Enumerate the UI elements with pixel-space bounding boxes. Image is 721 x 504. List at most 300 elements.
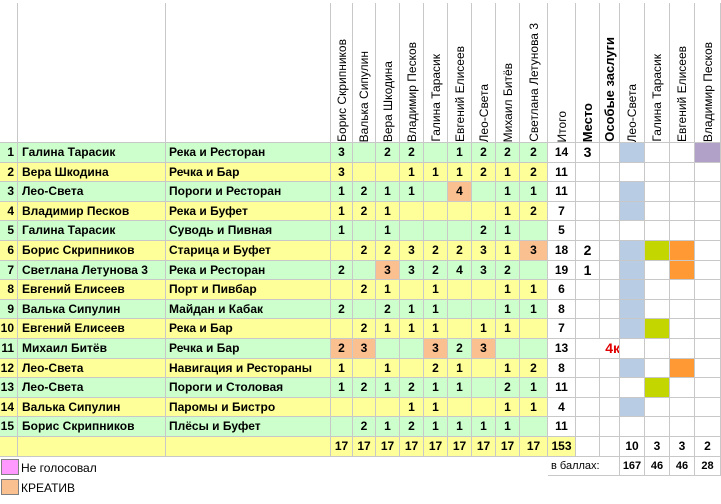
vote-cell[interactable]: 1 bbox=[376, 280, 400, 300]
route-name[interactable]: Плёсы и Буфет bbox=[166, 417, 331, 437]
vote-cell[interactable] bbox=[448, 398, 472, 418]
vote-cell[interactable] bbox=[520, 339, 548, 359]
vote-cell[interactable] bbox=[353, 398, 376, 418]
row-number[interactable]: 15 bbox=[0, 417, 18, 437]
vote-cell[interactable] bbox=[400, 280, 424, 300]
vote-cell[interactable]: 1 bbox=[376, 319, 400, 339]
vote-cell[interactable]: 1 bbox=[496, 202, 520, 222]
team-name[interactable]: Борис Скрипников bbox=[18, 417, 166, 437]
vote-cell[interactable] bbox=[448, 202, 472, 222]
totals-place[interactable] bbox=[576, 437, 600, 457]
special-mark-cell[interactable] bbox=[695, 143, 721, 163]
voter-header[interactable] bbox=[376, 3, 400, 143]
special-col-header[interactable] bbox=[645, 3, 670, 143]
special-mark-cell[interactable] bbox=[670, 417, 695, 437]
special-cell[interactable] bbox=[600, 221, 620, 241]
header-name-cell[interactable] bbox=[18, 3, 166, 143]
special-col-header[interactable] bbox=[695, 3, 721, 143]
place-cell[interactable] bbox=[576, 280, 600, 300]
vote-cell[interactable]: 3 bbox=[400, 241, 424, 261]
vote-cell[interactable] bbox=[448, 221, 472, 241]
special-cell[interactable] bbox=[600, 319, 620, 339]
voter-header[interactable] bbox=[400, 3, 424, 143]
vote-cell[interactable]: 1 bbox=[448, 163, 472, 183]
voter-header[interactable] bbox=[424, 3, 448, 143]
special-mark-cell[interactable] bbox=[620, 378, 645, 398]
voter-total-cell[interactable]: 17 bbox=[496, 437, 520, 457]
voter-header[interactable] bbox=[472, 3, 496, 143]
vote-cell[interactable]: 2 bbox=[496, 261, 520, 281]
special-mark-cell[interactable] bbox=[695, 359, 721, 379]
route-name[interactable]: Майдан и Кабак bbox=[166, 300, 331, 320]
score-cell[interactable]: 28 bbox=[695, 457, 721, 477]
special-mark-cell[interactable] bbox=[620, 143, 645, 163]
special-mark-cell[interactable] bbox=[670, 261, 695, 281]
total-cell[interactable]: 7 bbox=[548, 319, 576, 339]
voter-total-cell[interactable]: 17 bbox=[353, 437, 376, 457]
vote-cell[interactable]: 2 bbox=[376, 143, 400, 163]
place-cell[interactable] bbox=[576, 300, 600, 320]
special-mark-cell[interactable] bbox=[620, 182, 645, 202]
team-name[interactable]: Михаил Битёв bbox=[18, 339, 166, 359]
vote-cell[interactable]: 2 bbox=[353, 241, 376, 261]
total-cell[interactable]: 7 bbox=[548, 202, 576, 222]
voter-total-cell[interactable]: 17 bbox=[424, 437, 448, 457]
special-mark-cell[interactable] bbox=[645, 359, 670, 379]
vote-cell[interactable]: 1 bbox=[448, 378, 472, 398]
special-mark-cell[interactable] bbox=[645, 378, 670, 398]
place-cell[interactable] bbox=[576, 378, 600, 398]
place-cell[interactable]: 2 bbox=[576, 241, 600, 261]
totals-corner[interactable] bbox=[0, 437, 18, 457]
special-header[interactable] bbox=[600, 3, 620, 143]
special-mark-cell[interactable] bbox=[695, 378, 721, 398]
vote-cell[interactable]: 1 bbox=[496, 182, 520, 202]
special-mark-cell[interactable] bbox=[670, 202, 695, 222]
route-name[interactable]: Река и Бар bbox=[166, 319, 331, 339]
row-number[interactable]: 11 bbox=[0, 339, 18, 359]
total-cell[interactable]: 8 bbox=[548, 300, 576, 320]
voter-total-cell[interactable]: 17 bbox=[331, 437, 353, 457]
vote-cell[interactable]: 1 bbox=[496, 163, 520, 183]
row-number[interactable]: 10 bbox=[0, 319, 18, 339]
vote-cell[interactable]: 1 bbox=[424, 378, 448, 398]
vote-cell[interactable]: 1 bbox=[376, 378, 400, 398]
vote-cell[interactable]: 1 bbox=[496, 241, 520, 261]
vote-cell[interactable] bbox=[520, 319, 548, 339]
vote-cell[interactable]: 1 bbox=[331, 202, 353, 222]
row-number[interactable]: 8 bbox=[0, 280, 18, 300]
total-cell[interactable]: 19 bbox=[548, 261, 576, 281]
special-mark-cell[interactable] bbox=[645, 202, 670, 222]
vote-cell[interactable] bbox=[448, 319, 472, 339]
vote-cell[interactable] bbox=[448, 300, 472, 320]
vote-cell[interactable]: 2 bbox=[448, 339, 472, 359]
vote-cell[interactable]: 1 bbox=[472, 417, 496, 437]
vote-cell[interactable]: 1 bbox=[496, 280, 520, 300]
special-mark-cell[interactable] bbox=[645, 319, 670, 339]
vote-cell[interactable]: 2 bbox=[331, 300, 353, 320]
special-mark-cell[interactable] bbox=[670, 319, 695, 339]
total-cell[interactable]: 11 bbox=[548, 182, 576, 202]
voter-header[interactable] bbox=[520, 3, 548, 143]
special-mark-cell[interactable] bbox=[670, 182, 695, 202]
vote-cell[interactable]: 2 bbox=[472, 221, 496, 241]
vote-cell[interactable] bbox=[353, 261, 376, 281]
vote-cell[interactable]: 3 bbox=[376, 261, 400, 281]
route-name[interactable]: Река и Ресторан bbox=[166, 143, 331, 163]
vote-cell[interactable]: 1 bbox=[496, 300, 520, 320]
special-mark-cell[interactable] bbox=[695, 261, 721, 281]
special-cell[interactable] bbox=[600, 280, 620, 300]
vote-cell[interactable]: 3 bbox=[331, 143, 353, 163]
special-mark-cell[interactable] bbox=[620, 280, 645, 300]
vote-cell[interactable]: 1 bbox=[496, 221, 520, 241]
special-cell[interactable] bbox=[600, 241, 620, 261]
special-cell[interactable] bbox=[600, 359, 620, 379]
total-cell[interactable]: 18 bbox=[548, 241, 576, 261]
special-mark-cell[interactable] bbox=[620, 221, 645, 241]
vote-cell[interactable] bbox=[472, 378, 496, 398]
special-mark-cell[interactable] bbox=[620, 359, 645, 379]
vote-cell[interactable]: 2 bbox=[496, 378, 520, 398]
voter-header[interactable] bbox=[331, 3, 353, 143]
vote-cell[interactable]: 1 bbox=[448, 143, 472, 163]
special-mark-cell[interactable] bbox=[620, 300, 645, 320]
vote-cell[interactable]: 2 bbox=[520, 202, 548, 222]
place-cell[interactable] bbox=[576, 163, 600, 183]
vote-cell[interactable] bbox=[353, 143, 376, 163]
special-mark-cell[interactable] bbox=[695, 280, 721, 300]
row-number[interactable]: 14 bbox=[0, 398, 18, 418]
special-mark-cell[interactable] bbox=[620, 163, 645, 183]
place-cell[interactable] bbox=[576, 221, 600, 241]
place-cell[interactable] bbox=[576, 202, 600, 222]
vote-cell[interactable]: 1 bbox=[424, 300, 448, 320]
special-mark-cell[interactable] bbox=[620, 202, 645, 222]
special-mark-cell[interactable] bbox=[695, 163, 721, 183]
row-number[interactable]: 7 bbox=[0, 261, 18, 281]
vote-cell[interactable] bbox=[353, 163, 376, 183]
team-name[interactable]: Вера Шкодина bbox=[18, 163, 166, 183]
special-mark-cell[interactable] bbox=[695, 339, 721, 359]
team-name[interactable]: Светлана Летунова 3 bbox=[18, 261, 166, 281]
special-mark-cell[interactable] bbox=[695, 300, 721, 320]
special-cell[interactable] bbox=[600, 261, 620, 281]
grand-total-cell[interactable]: 153 bbox=[548, 437, 576, 457]
special-total-cell[interactable]: 10 bbox=[620, 437, 645, 457]
vote-cell[interactable] bbox=[331, 398, 353, 418]
vote-cell[interactable] bbox=[376, 398, 400, 418]
vote-cell[interactable] bbox=[331, 417, 353, 437]
vote-cell[interactable] bbox=[400, 339, 424, 359]
special-mark-cell[interactable] bbox=[695, 319, 721, 339]
vote-cell[interactable]: 2 bbox=[472, 163, 496, 183]
voter-total-cell[interactable]: 17 bbox=[448, 437, 472, 457]
vote-cell[interactable]: 2 bbox=[424, 261, 448, 281]
voter-total-cell[interactable]: 17 bbox=[400, 437, 424, 457]
route-name[interactable]: Паромы и Бистро bbox=[166, 398, 331, 418]
vote-cell[interactable] bbox=[424, 143, 448, 163]
special-mark-cell[interactable] bbox=[645, 398, 670, 418]
vote-cell[interactable]: 2 bbox=[400, 417, 424, 437]
vote-cell[interactable]: 1 bbox=[424, 163, 448, 183]
row-number[interactable]: 1 bbox=[0, 143, 18, 163]
special-mark-cell[interactable] bbox=[670, 280, 695, 300]
special-cell[interactable] bbox=[600, 398, 620, 418]
voter-header[interactable] bbox=[353, 3, 376, 143]
vote-cell[interactable]: 1 bbox=[448, 417, 472, 437]
special-mark-cell[interactable] bbox=[670, 163, 695, 183]
place-cell[interactable]: 4к bbox=[576, 339, 620, 359]
vote-cell[interactable]: 2 bbox=[400, 378, 424, 398]
special-mark-cell[interactable] bbox=[645, 221, 670, 241]
vote-cell[interactable] bbox=[376, 339, 400, 359]
special-cell[interactable] bbox=[600, 417, 620, 437]
special-mark-cell[interactable] bbox=[695, 417, 721, 437]
score-label[interactable]: в баллах: bbox=[548, 457, 620, 477]
vote-cell[interactable]: 1 bbox=[520, 398, 548, 418]
vote-cell[interactable]: 3 bbox=[472, 339, 496, 359]
place-cell[interactable] bbox=[576, 417, 600, 437]
vote-cell[interactable]: 2 bbox=[353, 280, 376, 300]
vote-cell[interactable]: 2 bbox=[496, 143, 520, 163]
vote-cell[interactable]: 3 bbox=[472, 241, 496, 261]
vote-cell[interactable] bbox=[331, 319, 353, 339]
vote-cell[interactable]: 3 bbox=[400, 261, 424, 281]
vote-cell[interactable]: 1 bbox=[448, 359, 472, 379]
special-mark-cell[interactable] bbox=[645, 280, 670, 300]
row-number[interactable]: 5 bbox=[0, 221, 18, 241]
score-cell[interactable]: 167 bbox=[620, 457, 645, 477]
vote-cell[interactable]: 2 bbox=[353, 378, 376, 398]
vote-cell[interactable] bbox=[448, 280, 472, 300]
route-name[interactable]: Речка и Бар bbox=[166, 163, 331, 183]
vote-cell[interactable]: 1 bbox=[400, 319, 424, 339]
vote-cell[interactable] bbox=[400, 202, 424, 222]
vote-cell[interactable] bbox=[376, 163, 400, 183]
vote-cell[interactable]: 1 bbox=[400, 163, 424, 183]
vote-cell[interactable]: 3 bbox=[424, 339, 448, 359]
special-mark-cell[interactable] bbox=[620, 398, 645, 418]
row-number[interactable]: 6 bbox=[0, 241, 18, 261]
route-name[interactable]: Старица и Буфет bbox=[166, 241, 331, 261]
totals-name[interactable] bbox=[18, 437, 166, 457]
vote-cell[interactable]: 1 bbox=[496, 417, 520, 437]
vote-cell[interactable]: 1 bbox=[376, 417, 400, 437]
special-total-cell[interactable]: 3 bbox=[645, 437, 670, 457]
vote-cell[interactable]: 1 bbox=[520, 280, 548, 300]
vote-cell[interactable]: 1 bbox=[400, 300, 424, 320]
special-mark-cell[interactable] bbox=[620, 417, 645, 437]
special-mark-cell[interactable] bbox=[695, 241, 721, 261]
vote-cell[interactable] bbox=[520, 261, 548, 281]
vote-cell[interactable]: 2 bbox=[331, 261, 353, 281]
special-mark-cell[interactable] bbox=[670, 378, 695, 398]
vote-cell[interactable] bbox=[472, 359, 496, 379]
place-cell[interactable] bbox=[576, 182, 600, 202]
special-mark-cell[interactable] bbox=[645, 241, 670, 261]
vote-cell[interactable]: 1 bbox=[472, 319, 496, 339]
route-name[interactable]: Суводь и Пивная bbox=[166, 221, 331, 241]
vote-cell[interactable]: 2 bbox=[520, 163, 548, 183]
total-cell[interactable]: 8 bbox=[548, 359, 576, 379]
vote-cell[interactable]: 1 bbox=[496, 359, 520, 379]
team-name[interactable]: Лео-Света bbox=[18, 378, 166, 398]
vote-cell[interactable] bbox=[353, 221, 376, 241]
vote-cell[interactable] bbox=[424, 182, 448, 202]
route-name[interactable]: Пороги и Ресторан bbox=[166, 182, 331, 202]
place-cell[interactable] bbox=[576, 319, 600, 339]
special-mark-cell[interactable] bbox=[670, 241, 695, 261]
total-cell[interactable]: 4 bbox=[548, 398, 576, 418]
vote-cell[interactable] bbox=[424, 202, 448, 222]
row-number[interactable]: 13 bbox=[0, 378, 18, 398]
vote-cell[interactable]: 2 bbox=[400, 143, 424, 163]
route-name[interactable]: Река и Ресторан bbox=[166, 261, 331, 281]
vote-cell[interactable]: 1 bbox=[400, 182, 424, 202]
row-number[interactable]: 2 bbox=[0, 163, 18, 183]
vote-cell[interactable]: 1 bbox=[424, 398, 448, 418]
vote-cell[interactable] bbox=[496, 339, 520, 359]
place-cell[interactable]: 1 bbox=[576, 261, 600, 281]
vote-cell[interactable]: 1 bbox=[376, 202, 400, 222]
vote-cell[interactable]: 1 bbox=[331, 359, 353, 379]
row-number[interactable]: 12 bbox=[0, 359, 18, 379]
vote-cell[interactable]: 2 bbox=[472, 143, 496, 163]
team-name[interactable]: Евгений Елисеев bbox=[18, 319, 166, 339]
vote-cell[interactable]: 1 bbox=[331, 378, 353, 398]
special-mark-cell[interactable] bbox=[670, 143, 695, 163]
team-name[interactable]: Валька Сипулин bbox=[18, 398, 166, 418]
route-name[interactable]: Река и Буфет bbox=[166, 202, 331, 222]
vote-cell[interactable]: 2 bbox=[353, 182, 376, 202]
special-cell[interactable] bbox=[600, 378, 620, 398]
vote-cell[interactable] bbox=[400, 221, 424, 241]
vote-cell[interactable]: 2 bbox=[353, 319, 376, 339]
special-cell[interactable] bbox=[600, 163, 620, 183]
team-name[interactable]: Лео-Света bbox=[18, 182, 166, 202]
vote-cell[interactable]: 3 bbox=[353, 339, 376, 359]
team-name[interactable]: Валька Сипулин bbox=[18, 300, 166, 320]
special-cell[interactable] bbox=[600, 300, 620, 320]
vote-cell[interactable]: 1 bbox=[331, 221, 353, 241]
vote-cell[interactable]: 1 bbox=[496, 319, 520, 339]
route-name[interactable]: Порт и Пивбар bbox=[166, 280, 331, 300]
special-cell[interactable] bbox=[600, 182, 620, 202]
team-name[interactable]: Борис Скрипников bbox=[18, 241, 166, 261]
row-number[interactable]: 4 bbox=[0, 202, 18, 222]
vote-cell[interactable] bbox=[353, 359, 376, 379]
special-mark-cell[interactable] bbox=[645, 182, 670, 202]
team-name[interactable]: Евгений Елисеев bbox=[18, 280, 166, 300]
vote-cell[interactable]: 1 bbox=[400, 398, 424, 418]
vote-cell[interactable] bbox=[331, 280, 353, 300]
vote-cell[interactable] bbox=[424, 221, 448, 241]
special-mark-cell[interactable] bbox=[645, 261, 670, 281]
vote-cell[interactable]: 1 bbox=[496, 398, 520, 418]
vote-cell[interactable]: 2 bbox=[448, 241, 472, 261]
vote-cell[interactable]: 3 bbox=[331, 163, 353, 183]
voter-header[interactable] bbox=[496, 3, 520, 143]
special-mark-cell[interactable] bbox=[645, 300, 670, 320]
special-col-header[interactable] bbox=[620, 3, 645, 143]
vote-cell[interactable]: 1 bbox=[424, 319, 448, 339]
voter-header[interactable] bbox=[448, 3, 472, 143]
special-mark-cell[interactable] bbox=[670, 300, 695, 320]
special-mark-cell[interactable] bbox=[695, 202, 721, 222]
vote-cell[interactable]: 1 bbox=[376, 182, 400, 202]
score-cell[interactable]: 46 bbox=[645, 457, 670, 477]
score-cell[interactable]: 46 bbox=[670, 457, 695, 477]
special-cell[interactable] bbox=[600, 202, 620, 222]
vote-cell[interactable]: 3 bbox=[520, 241, 548, 261]
total-cell[interactable]: 11 bbox=[548, 417, 576, 437]
special-col-header[interactable] bbox=[670, 3, 695, 143]
header-route-cell[interactable] bbox=[166, 3, 331, 143]
special-mark-cell[interactable] bbox=[695, 398, 721, 418]
total-header[interactable] bbox=[548, 3, 576, 143]
vote-cell[interactable]: 1 bbox=[376, 221, 400, 241]
vote-cell[interactable]: 2 bbox=[331, 339, 353, 359]
route-name[interactable]: Пороги и Столовая bbox=[166, 378, 331, 398]
special-mark-cell[interactable] bbox=[695, 221, 721, 241]
vote-cell[interactable]: 2 bbox=[353, 202, 376, 222]
vote-cell[interactable]: 2 bbox=[520, 359, 548, 379]
team-name[interactable]: Лео-Света bbox=[18, 359, 166, 379]
vote-cell[interactable] bbox=[472, 398, 496, 418]
vote-cell[interactable]: 2 bbox=[424, 241, 448, 261]
total-cell[interactable]: 14 bbox=[548, 143, 576, 163]
vote-cell[interactable]: 1 bbox=[376, 359, 400, 379]
vote-cell[interactable]: 4 bbox=[448, 261, 472, 281]
place-cell[interactable] bbox=[576, 359, 600, 379]
special-mark-cell[interactable] bbox=[670, 359, 695, 379]
place-header[interactable] bbox=[576, 3, 600, 143]
vote-cell[interactable]: 1 bbox=[331, 182, 353, 202]
place-cell[interactable]: 3 bbox=[576, 143, 600, 163]
special-cell[interactable] bbox=[600, 339, 620, 359]
vote-cell[interactable] bbox=[520, 417, 548, 437]
special-mark-cell[interactable] bbox=[670, 221, 695, 241]
vote-cell[interactable]: 2 bbox=[376, 241, 400, 261]
vote-cell[interactable]: 2 bbox=[520, 143, 548, 163]
total-cell[interactable]: 11 bbox=[548, 378, 576, 398]
special-total-cell[interactable]: 2 bbox=[695, 437, 721, 457]
totals-route[interactable] bbox=[166, 437, 331, 457]
special-total-cell[interactable]: 3 bbox=[670, 437, 695, 457]
voter-total-cell[interactable]: 17 bbox=[376, 437, 400, 457]
vote-cell[interactable]: 1 bbox=[520, 182, 548, 202]
vote-cell[interactable]: 2 bbox=[376, 300, 400, 320]
totals-special[interactable] bbox=[600, 437, 620, 457]
vote-cell[interactable]: 3 bbox=[472, 261, 496, 281]
special-mark-cell[interactable] bbox=[620, 261, 645, 281]
route-name[interactable]: Навигация и Рестораны bbox=[166, 359, 331, 379]
special-mark-cell[interactable] bbox=[620, 339, 645, 359]
special-mark-cell[interactable] bbox=[645, 163, 670, 183]
special-mark-cell[interactable] bbox=[620, 241, 645, 261]
team-name[interactable]: Владимир Песков bbox=[18, 202, 166, 222]
voter-total-cell[interactable]: 17 bbox=[520, 437, 548, 457]
total-cell[interactable]: 6 bbox=[548, 280, 576, 300]
total-cell[interactable]: 13 bbox=[548, 339, 576, 359]
vote-cell[interactable] bbox=[472, 202, 496, 222]
vote-cell[interactable] bbox=[353, 300, 376, 320]
team-name[interactable]: Галина Тарасик bbox=[18, 143, 166, 163]
vote-cell[interactable]: 2 bbox=[353, 417, 376, 437]
special-mark-cell[interactable] bbox=[645, 339, 670, 359]
